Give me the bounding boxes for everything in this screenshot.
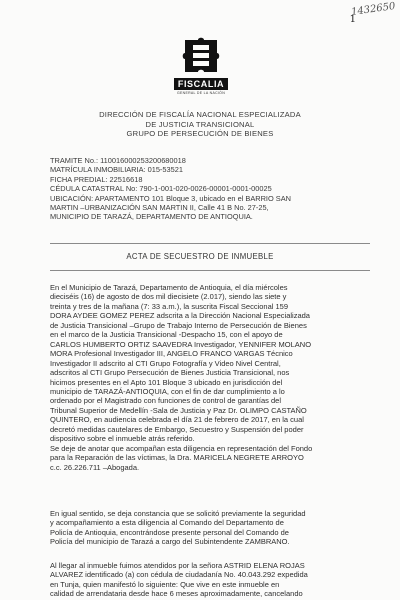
text-line: para la Reparación de las víctimas, la Dra. MARICELA NEGRETE ARROYO bbox=[50, 453, 304, 463]
handwritten-note: 1432650 bbox=[350, 0, 397, 19]
text-line: decretó medidas cautelares de Embargo, Secuestro y Suspensión del poder bbox=[50, 424, 304, 434]
tramite-number: TRAMITE No.: 110016000253200680018 bbox=[50, 156, 186, 165]
text-line: Policía del municipio de Tarazá a cargo del Subintendente ZAMBRANO. bbox=[50, 537, 290, 547]
text-line: Policía de Antioquia, encontrándose presente personal del Comando de bbox=[50, 527, 289, 537]
text-line: CARLOS HUMBERTO ORTIZ SAAVEDRA Investigador, YENNIFER MOLANO bbox=[50, 339, 312, 349]
text-line: Al llegar al inmueble fuimos atendidos por la señora ASTRID ELENA ROJAS bbox=[50, 561, 305, 570]
text-line: ordenado por el Magistrado con funciones de control de garantías del bbox=[50, 396, 281, 406]
text-line: dieciséis (16) de agosto de dos mil diecisiete (2.017), siendo las siete y bbox=[50, 292, 287, 302]
text-line: en Tunja, quien manifestó lo siguiente: Que vive en este inmueble en bbox=[50, 579, 280, 589]
page-number: 1 bbox=[349, 14, 356, 25]
text-line: Tribunal Superior de Medellín -Sala de Justicia y Paz Dr. OLIMPO CASTAÑO bbox=[50, 405, 307, 415]
text-line: de Justicia Transicional –Grupo de Trabajo Interno de Persecución de Bienes bbox=[50, 320, 307, 330]
document-title: ACTA DE SECUESTRO DE INMUEBLE bbox=[126, 252, 274, 261]
divider-top bbox=[50, 243, 370, 244]
text-line: MORA Profesional Investigador III, ANGELO FRANCO VARGAS Técnico bbox=[50, 349, 293, 359]
heading-line: DE JUSTICIA TRANSICIONAL bbox=[145, 119, 255, 129]
text-line: en el marco de la Justicia Transicional -Despacho 15, con el apoyo de bbox=[50, 330, 283, 340]
ubicacion-line: UBICACIÓN: APARTAMENTO 101 Bloque 3, ubicado en el BARRIO SAN bbox=[50, 193, 291, 203]
text-line: c.c. 26.226.711 –Abogada. bbox=[50, 462, 140, 472]
heading-line: GRUPO DE PERSECUCIÓN DE BIENES bbox=[126, 129, 274, 139]
text-line: adscritos al CTI Grupo Persecución de Bienes Justicia Transicional, nos bbox=[50, 368, 290, 378]
ubicacion-line: MARTIN –URBANIZACIÓN SAN MARTIN II, Calle 41 B No. 27-25, bbox=[50, 203, 269, 213]
text-line: ALVAREZ identificado (a) con cédula de ciudadanía No. 40.043.292 expedida bbox=[50, 570, 308, 580]
paragraph-diligencia bbox=[50, 283, 370, 472]
text-line: QUINTERO, en audiencia celebrada el día 21 de febrero de 2017, en la cual bbox=[50, 415, 304, 425]
text-line: hicimos presentes en el Apto 101 Bloque 3 ubicado en jurisdicción del bbox=[50, 377, 283, 387]
heading-line: DIRECCIÓN DE FISCALÍA NACIONAL ESPECIALIZADA bbox=[99, 110, 301, 119]
text-line: calidad de arrendataria desde hace 6 meses aproximadamente, cancelando bbox=[50, 589, 303, 599]
text-line: En igual sentido, se deja constancia que se solicitó previamente la seguridad bbox=[50, 509, 306, 518]
puzzle-emblem-icon bbox=[181, 36, 221, 76]
text-line: Se deje de anotar que acompañan esta diligencia en representación del Fondo bbox=[50, 443, 313, 453]
ubicacion-line: MUNICIPIO DE TARAZÁ, DEPARTAMENTO DE ANTIOQUIA. bbox=[50, 212, 253, 222]
matricula-inmobiliaria: MATRÍCULA INMOBILIARIA: 015-53521 bbox=[50, 165, 183, 175]
fiscalia-logo bbox=[168, 36, 234, 104]
text-line: y acompañamiento a esta diligencia al Comando del Departamento de bbox=[50, 518, 284, 528]
paragraph-seguridad bbox=[50, 509, 370, 547]
ficha-predial: FICHA PREDIAL: 22516618 bbox=[50, 174, 143, 184]
text-line: treinta y tres de la mañana (7: 33 a.m.), la suscrita Fiscal Seccional 159 bbox=[50, 301, 289, 311]
text-line: DORA AYDEE GOMEZ PEREZ adscrita a la Dirección Nacional Especializada bbox=[50, 311, 310, 321]
institution-heading bbox=[0, 110, 400, 139]
logo-tagline: GENERAL DE LA NACIÓN bbox=[176, 91, 226, 95]
text-line: dispositivo sobre el inmueble atrás referido. bbox=[50, 434, 195, 444]
text-line: municipio de TARAZÁ-ANTIOQUIA, con el fin de dar cumplimiento a lo bbox=[50, 386, 285, 396]
paragraph-atencion bbox=[50, 561, 370, 599]
text-line: Investigador II adscrito al CTI Grupo Fotografía y Video Nivel Central, bbox=[50, 358, 281, 368]
divider-bottom bbox=[50, 270, 370, 271]
record-details bbox=[50, 156, 370, 222]
logo-wordmark: FISCALIA bbox=[174, 78, 228, 90]
cedula-catastral: CÉDULA CATASTRAL No: 790-1-001-020-0026-00001-0001-00025 bbox=[50, 184, 272, 194]
text-line: En el Municipio de Tarazá, Departamento de Antioquia, el día miércoles bbox=[50, 283, 288, 292]
